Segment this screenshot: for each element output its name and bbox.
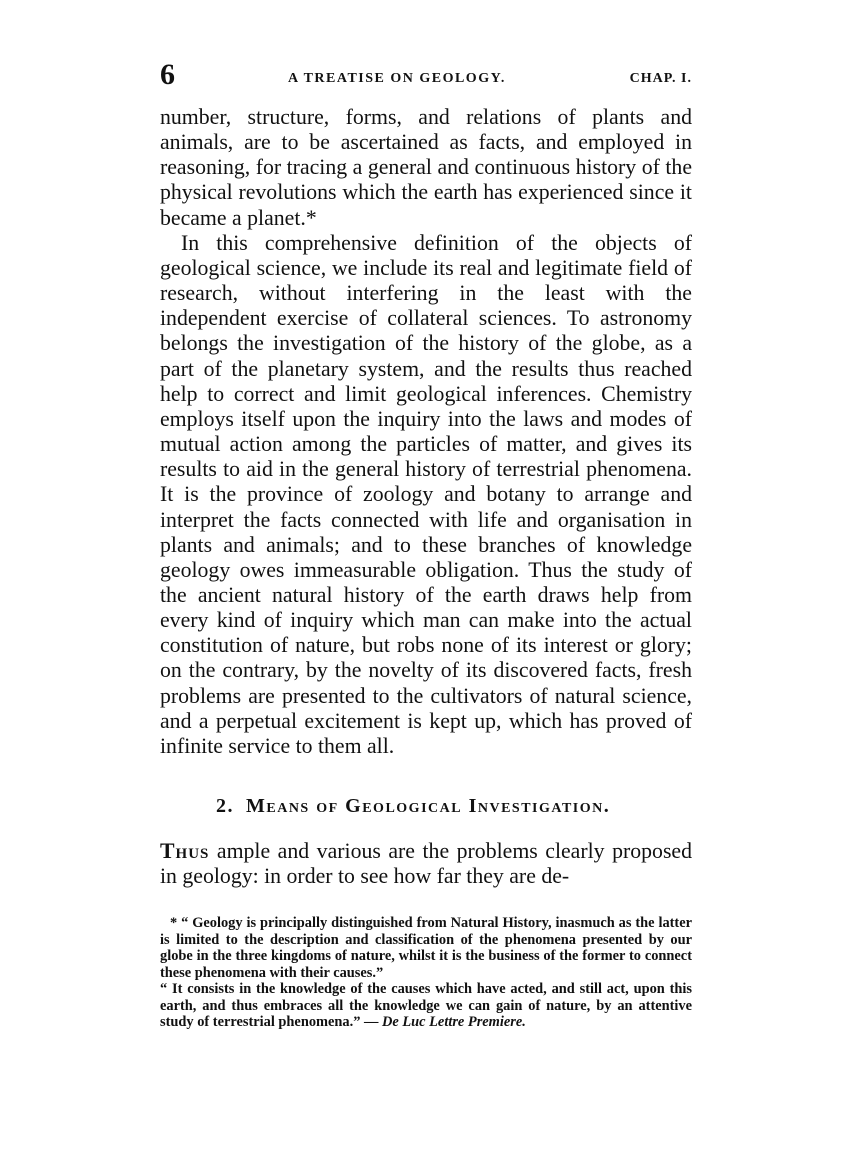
section-number: 2.: [216, 795, 234, 818]
paragraph-definition: In this comprehensive definition of the objects of geological science, we include its real and legitimate field of research, without interfering in the least with the independent exercise of collateral sciences. To astronomy belongs the investigation of the history of the globe, as a part of the planetary system, and the results thus reached help to correct and limit geological inferences. Chemistry employs itself upon the inquiry into the laws and modes of mutual action among the particles of matter, and gives its results to aid in the general history of terrestrial phenomena. It is the province of zoology and botany to arrange and interpret the facts connected with life and organisation in plants and animals; and to these branches of knowledge geology owes immeasurable obligation. Thus the study of the ancient natural history of the earth draws help from every kind of inquiry which man can make into the actual constitution of nature, but robs none of its interest or glory; on the contrary, by the novelty of its discovered facts, fresh problems are presented to the cultivators of natural science, and a perpetual excitement is kept up, which has proved of infinite service to them all.: [160, 230, 692, 758]
main-text: [160, 105, 692, 759]
running-title: A TREATISE ON GEOLOGY.: [288, 71, 506, 86]
chapter-label: CHAP. I.: [629, 71, 692, 86]
book-page: [160, 58, 692, 1031]
section-text: [160, 839, 692, 889]
footnote-part-2-text: “ It consists in the knowledge of the causes which have acted, and still act, upon this earth, and thus embraces all the knowledge we can gain of nature, by an attentive study of terrestrial phenomena.” —: [160, 981, 692, 1031]
paragraph-means: [160, 839, 692, 889]
section-title: Means of Geological Investigation.: [246, 795, 611, 818]
footnote: [160, 915, 692, 1031]
footnote-part-2: [160, 981, 692, 1031]
page-number: 6: [160, 58, 175, 91]
section-heading: [160, 795, 692, 818]
footnote-attribution: De Luc Lettre Premiere.: [381, 1014, 526, 1031]
paragraph-means-text: ample and various are the problems clearly proposed in geology: in order to see how far they are de-: [160, 839, 692, 889]
lead-word: Thus: [160, 839, 210, 864]
paragraph-continued: number, structure, forms, and relations of plants and animals, are to be ascertained as facts, and employed in reasoning, for tracing a general and continuous history of the physical revolutions which the earth has experienced since it became a planet.*: [160, 105, 692, 230]
footnote-part-1: * “ Geology is principally distinguished from Natural History, inasmuch as the latter is limited to the description and classification of the phenomena presented by our globe in the three kingdoms of nature, whilst it is the business of the former to connect these phenomena with their causes.”: [160, 915, 692, 981]
running-head: [160, 58, 692, 98]
